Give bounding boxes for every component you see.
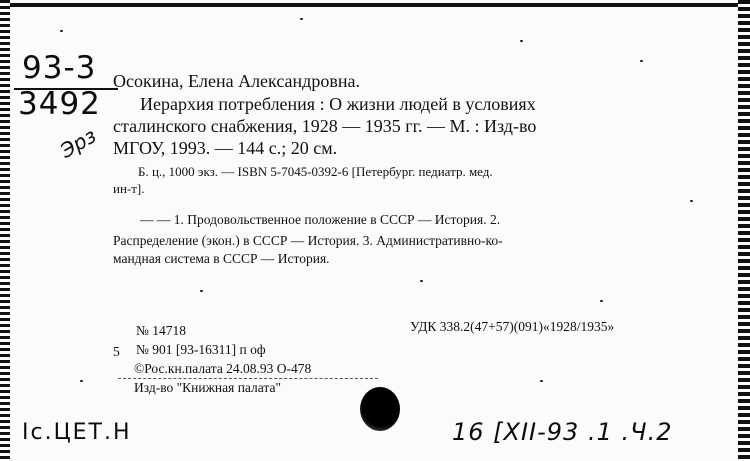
- speck: [520, 40, 523, 42]
- handwritten-bottom-left: Ic.ЦЕТ.Н: [22, 420, 132, 445]
- speck: [60, 30, 63, 32]
- speck: [640, 60, 643, 62]
- handwritten-scribble: Эрз: [56, 123, 101, 163]
- title-line-3: МГОУ, 1993. — 144 с.; 20 см.: [113, 138, 338, 158]
- speck: [690, 200, 693, 202]
- subject-heading-3: мандная система в СССР — История.: [113, 251, 330, 266]
- speck: [420, 280, 423, 282]
- card-top-edge: [0, 3, 750, 7]
- registration-number: № 901 [93-16311] п оф: [136, 342, 266, 357]
- speck: [600, 300, 603, 302]
- card-right-edge: [738, 0, 750, 461]
- speck: [80, 380, 83, 382]
- copyright-line: ©Рос.кн.палата 24.08.93 О-478: [134, 361, 312, 376]
- dashed-rule: [118, 378, 378, 379]
- subject-heading-2: Распределение (экон.) в СССР — История. 3. Административно-ко-: [113, 233, 503, 248]
- title-line-2: сталинского снабжения, 1928 — 1935 гг. — М. : Изд-во: [113, 116, 537, 136]
- udk-classification: УДК 338.2(47+57)(091)«1928/1935»: [410, 319, 615, 334]
- card-count: 5: [113, 344, 120, 359]
- title-line-1: Иерархия потребления : О жизни людей в условиях: [140, 94, 536, 114]
- speck: [540, 380, 543, 382]
- edition-note-2: ин-т].: [113, 181, 145, 196]
- speck: [200, 290, 203, 292]
- handwritten-code-top: 93-3: [22, 50, 97, 86]
- author-name: Осокина, Елена Александровна.: [113, 71, 360, 91]
- subject-heading-1: — — 1. Продовольственное положение в СССР — История. 2.: [140, 212, 501, 227]
- edition-note-1: Б. ц., 1000 экз. — ISBN 5-7045-0392-6 [Петербург. педиатр. мед.: [138, 164, 493, 179]
- card-left-edge: [0, 0, 10, 461]
- publisher-line: Изд-во "Книжная палата": [134, 380, 281, 395]
- handwritten-bottom-right: 16 [XII-93 .1 .Ч.2: [452, 418, 673, 446]
- record-number: № 14718: [136, 323, 187, 338]
- punch-hole: [360, 387, 400, 431]
- speck: [300, 18, 303, 20]
- handwritten-code-bottom: 3492: [18, 86, 101, 122]
